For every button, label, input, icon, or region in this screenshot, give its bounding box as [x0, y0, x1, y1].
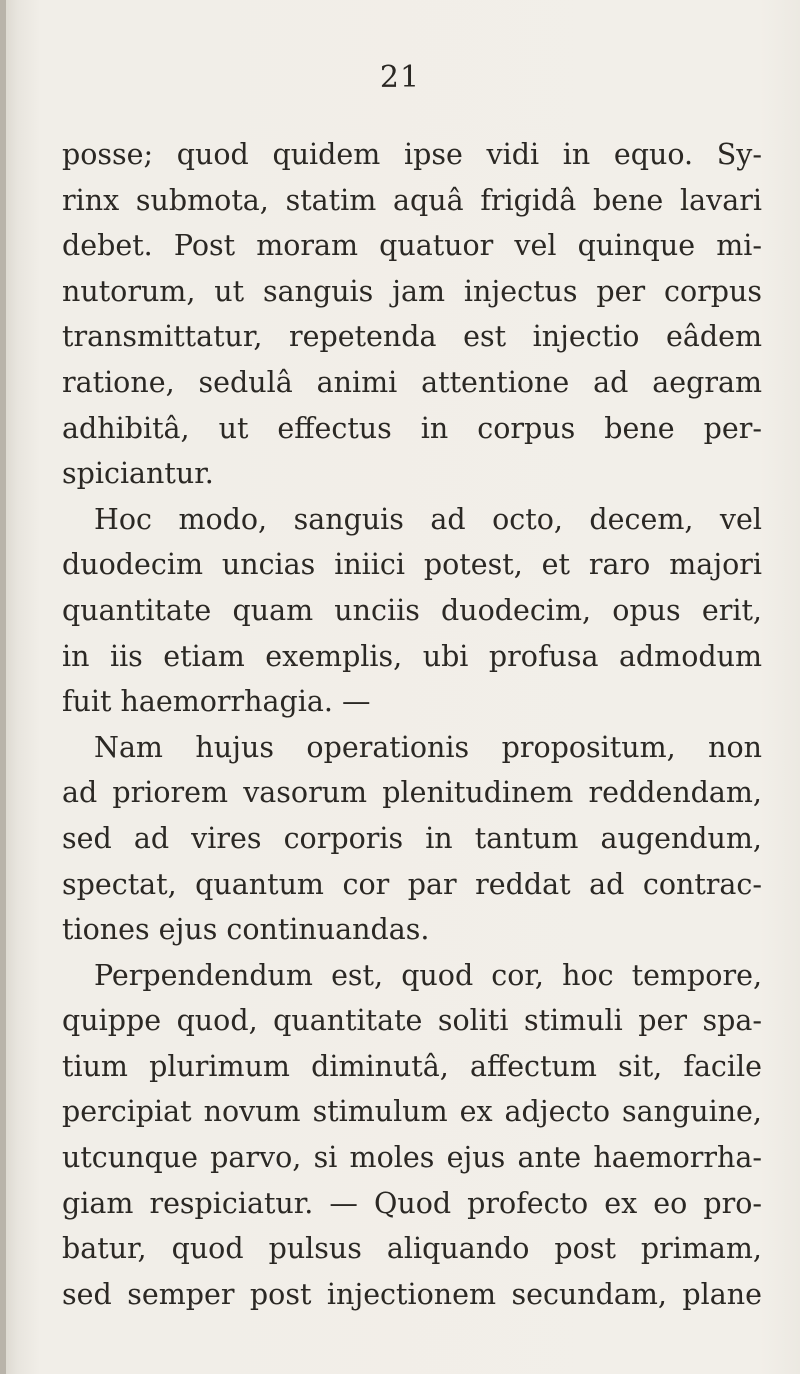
text-line: rinx submota, statim aquâ frigidâ bene lavari [62, 183, 762, 217]
text-line: batur, quod pulsus aliquando post primam, [62, 1232, 762, 1266]
text-line: ratione, sedulâ animi attentione ad aegram [62, 365, 762, 399]
text-line: in iis etiam exemplis, ubi profusa admodum [62, 639, 762, 673]
text-line: Nam hujus operationis propositum, non [94, 730, 762, 764]
text-line: posse; quod quidem ipse vidi in equo. Sy- [62, 138, 762, 171]
page-gutter-shadow [0, 0, 6, 1374]
text-line: quippe quod, quantitate soliti stimuli per spa- [62, 1004, 762, 1038]
text-line: tiones ejus continuandas. [62, 913, 430, 947]
text-line: sed ad vires corporis in tantum augendum, [62, 821, 762, 855]
text-line: sed semper post injectionem secundam, plane [62, 1277, 762, 1311]
text-line: Perpendendum est, quod cor, hoc tempore, [94, 958, 762, 992]
text-line: tium plurimum diminutâ, affectum sit, facile [62, 1049, 762, 1083]
text-line: adhibitâ, ut effectus in corpus bene per- [62, 411, 762, 445]
text-line: ad priorem vasorum plenitudinem reddendam, [62, 776, 762, 810]
text-line: spiciantur. [62, 457, 214, 491]
text-line: debet. Post moram quatuor vel quinque mi- [62, 229, 762, 263]
text-line: quantitate quam unciis duodecim, opus erit, [62, 593, 762, 627]
text-line: fuit haemorrhagia. — [62, 685, 371, 719]
text-line: giam respiciatur. — Quod profecto ex eo pro- [62, 1186, 762, 1220]
text-line: nutorum, ut sanguis jam injectus per corpus [62, 274, 762, 308]
page-number: 21 [379, 60, 421, 95]
text-line: Hoc modo, sanguis ad octo, decem, vel [94, 502, 762, 536]
text-line: duodecim uncias iniici potest, et raro majori [62, 548, 762, 582]
text-line: percipiat novum stimulum ex adjecto sanguine, [62, 1095, 762, 1129]
text-line: spectat, quantum cor par reddat ad contrac- [62, 867, 762, 901]
text-line: utcunque parvo, si moles ejus ante haemorrha- [62, 1141, 762, 1175]
body-text [62, 132, 762, 1317]
text-line: transmittatur, repetenda est injectio eâdem [62, 320, 762, 354]
